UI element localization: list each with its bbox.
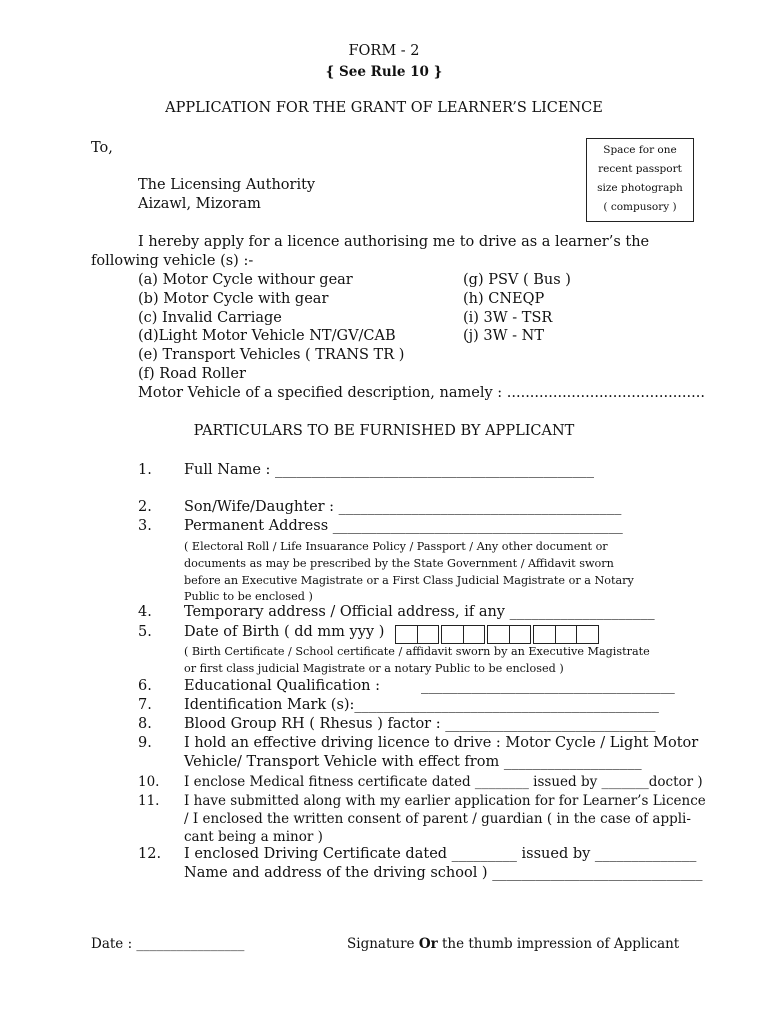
dob-label: Date of Birth ( dd mm yyy ): [184, 624, 385, 640]
photo-box-line: size photograph: [597, 182, 683, 194]
rule-reference: { See Rule 10 }: [325, 64, 443, 80]
dob-digit-box[interactable]: [576, 625, 599, 644]
education-label: Educational Qualification :: [184, 678, 381, 694]
temporary-address-field[interactable]: Temporary address / Official address, if any ____________________: [184, 604, 655, 620]
photo-box-line: ( compusory ): [603, 201, 677, 213]
dob-proof-note: or first class judicial Magistrate or a notary Public to be enclosed ): [184, 662, 564, 675]
date-field[interactable]: Date : ________________: [91, 936, 245, 952]
driving-certificate-field[interactable]: I enclosed Driving Certificate dated _________ issued by ______________: [184, 846, 697, 862]
identification-mark-field[interactable]: Identification Mark (s):__________________________________________: [184, 697, 659, 713]
item-number: 11.: [138, 793, 160, 809]
dob-digit-box[interactable]: [441, 625, 464, 644]
item-number: 3.: [138, 518, 152, 534]
item-number: 7.: [138, 697, 152, 713]
item-number: 1.: [138, 462, 152, 478]
item-number: 8.: [138, 716, 152, 732]
signature-label: [347, 936, 679, 952]
item-number: 4.: [138, 604, 152, 620]
item-number: 9.: [138, 735, 152, 751]
vehicle-option: (d)Light Motor Vehicle NT/GV/CAB: [138, 328, 396, 344]
dob-digit-box[interactable]: [509, 625, 532, 644]
photo-box-line: Space for one: [603, 144, 677, 156]
earlier-application-text: I have submitted along with my earlier application for for Learner’s Licence: [184, 793, 706, 809]
relation-field[interactable]: Son/Wife/Daughter : _______________________________________: [184, 499, 622, 515]
page-title: APPLICATION FOR THE GRANT OF LEARNER’S LICENCE: [165, 100, 603, 116]
address-proof-note: before an Executive Magistrate or a First Class Judicial Magistrate or a Notary: [184, 574, 634, 587]
earlier-application-text: cant being a minor ): [184, 829, 323, 845]
address-proof-note: Public to be enclosed ): [184, 590, 313, 603]
education-field[interactable]: ___________________________________: [421, 678, 675, 694]
full-name-field[interactable]: Full Name : ____________________________________________: [184, 462, 595, 478]
vehicle-option: (e) Transport Vehicles ( TRANS TR ): [138, 347, 405, 363]
vehicle-option: (c) Invalid Carriage: [138, 310, 282, 326]
permanent-address-field[interactable]: Permanent Address ________________________________________: [184, 518, 623, 534]
blood-group-field[interactable]: Blood Group RH ( Rhesus ) factor : _____________________________: [184, 716, 656, 732]
vehicle-option: (g) PSV ( Bus ): [463, 272, 571, 288]
vehicle-option: (f) Road Roller: [138, 366, 246, 382]
photo-box: [586, 138, 694, 222]
vehicle-option: (b) Motor Cycle with gear: [138, 291, 329, 307]
vehicle-option: (h) CNEQP: [463, 291, 545, 307]
vehicle-specified-description: Motor Vehicle of a specified description, namely : ...........................................: [138, 385, 705, 401]
signature-text: the thumb impression of Applicant: [437, 936, 680, 952]
vehicle-option: (i) 3W - TSR: [463, 310, 553, 326]
dob-digit-box[interactable]: [533, 625, 556, 644]
earlier-application-text: / I enclosed the written consent of parent / guardian ( in the case of appli-: [184, 811, 691, 827]
intro-line-2: following vehicle (s) :-: [91, 253, 254, 269]
driving-school-field[interactable]: Name and address of the driving school ) _____________________________: [184, 865, 703, 881]
item-number: 12.: [138, 846, 162, 862]
dob-digit-box[interactable]: [395, 625, 418, 644]
particulars-heading: PARTICULARS TO BE FURNISHED BY APPLICANT: [193, 423, 575, 439]
item-number: 6.: [138, 678, 152, 694]
signature-or: Or: [418, 936, 438, 952]
to-label: To,: [91, 140, 113, 156]
dob-digit-box[interactable]: [463, 625, 486, 644]
item-number: 5.: [138, 624, 152, 640]
licence-held-text: I hold an effective driving licence to drive : Motor Cycle / Light Motor: [184, 735, 699, 751]
vehicle-option: (j) 3W - NT: [463, 328, 545, 344]
intro-line-1: I hereby apply for a licence authorising me to drive as a learner’s the: [138, 234, 650, 250]
item-number: 10.: [138, 774, 160, 790]
form-number: FORM - 2: [348, 43, 420, 59]
authority-name: The Licensing Authority: [138, 177, 316, 193]
address-proof-note: ( Electoral Roll / Life Insuarance Policy / Passport / Any other document or: [184, 540, 608, 553]
dob-digit-box[interactable]: [555, 625, 578, 644]
vehicle-option: (a) Motor Cycle withour gear: [138, 272, 353, 288]
dob-digit-box[interactable]: [487, 625, 510, 644]
medical-certificate-field[interactable]: I enclose Medical fitness certificate dated ________ issued by _______doctor ): [184, 774, 703, 790]
authority-place: Aizawl, Mizoram: [138, 196, 261, 212]
licence-effect-field[interactable]: Vehicle/ Transport Vehicle with effect from ___________________: [184, 754, 642, 770]
dob-input-boxes[interactable]: [396, 625, 599, 644]
item-number: 2.: [138, 499, 152, 515]
signature-text: Signature: [347, 936, 419, 952]
dob-proof-note: ( Birth Certificate / School certificate / affidavit sworn by an Executive Magistrate: [184, 645, 650, 658]
address-proof-note: documents as may be prescribed by the State Government / Affidavit sworn: [184, 557, 614, 570]
dob-digit-box[interactable]: [417, 625, 440, 644]
photo-box-line: recent passport: [598, 163, 682, 175]
